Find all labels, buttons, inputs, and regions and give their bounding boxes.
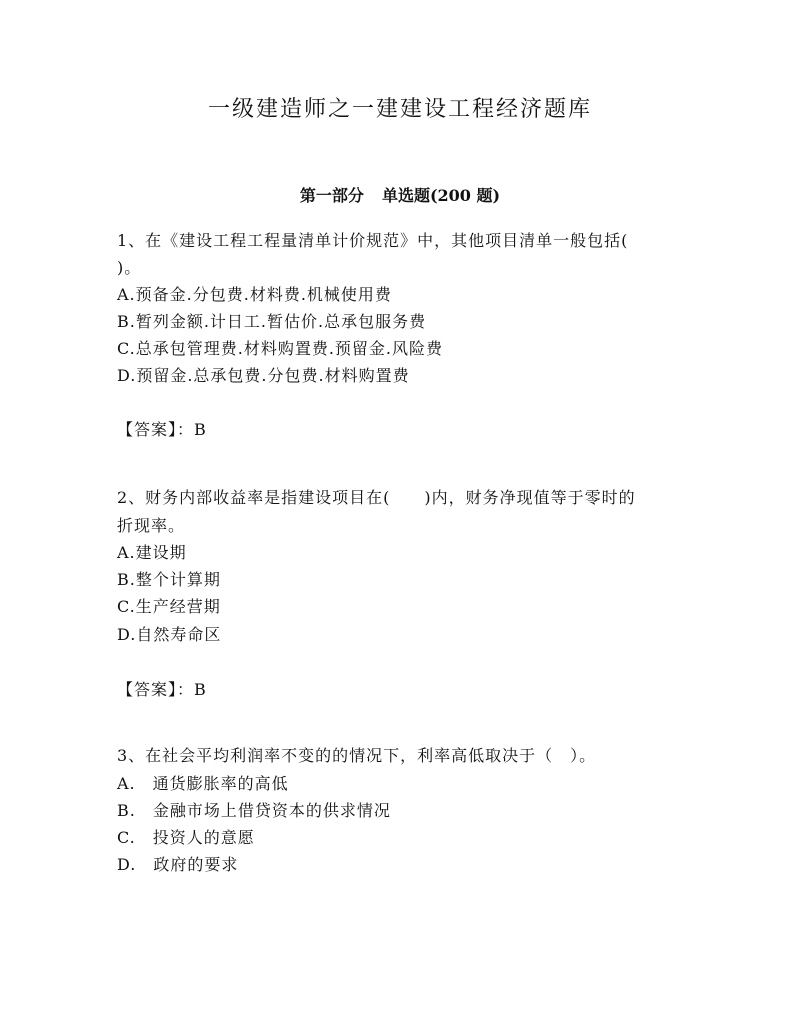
question-1-stem-line-2: )。 — [117, 258, 142, 277]
question-2-option-c: C.生产经营期 — [117, 597, 221, 616]
document-title: 一级建造师之一建建设工程经济题库 — [207, 97, 592, 122]
question-1-option-d: D.预留金.总承包费.分包费.材料购置费 — [117, 366, 410, 385]
question-1-answer: 【答案】：B — [117, 420, 207, 439]
question-2-stem-line-2: 折现率。 — [117, 516, 186, 535]
section-part: 第一部分 — [299, 186, 364, 205]
question-1-option-c: C.总承包管理费.材料购置费.预留金.风险费 — [117, 339, 444, 358]
section-type: 单选题(200 题) — [381, 186, 501, 205]
question-3-option-c: C. 投资人的意愿 — [117, 828, 255, 847]
question-3-option-a: A. 通货膨胀率的高低 — [117, 774, 289, 793]
question-2-option-a: A.建设期 — [117, 543, 187, 562]
question-1-stem-line-1: 1、在《建设工程工程量清单计价规范》中，其他项目清单一般包括( — [117, 231, 629, 250]
question-1-option-a: A.预备金.分包费.材料费.机械使用费 — [117, 285, 392, 304]
question-3-option-b: B. 金融市场上借贷资本的供求情况 — [117, 801, 391, 820]
question-2-option-d: D.自然寿命区 — [117, 625, 222, 644]
question-3-option-d: D. 政府的要求 — [117, 855, 239, 874]
question-2-stem-line-1: 2、财务内部收益率是指建设项目在( )内，财务净现值等于零时的 — [117, 488, 636, 507]
question-2-answer: 【答案】：B — [117, 680, 207, 699]
question-2-option-b: B.整个计算期 — [117, 570, 221, 589]
question-3-stem-line-1: 3、在社会平均利润率不变的的情况下，利率高低取决于（ ）。 — [117, 746, 597, 765]
section-heading — [0, 183, 800, 206]
question-1-option-b: B.暂列金额.计日工.暂估价.总承包服务费 — [117, 312, 427, 331]
